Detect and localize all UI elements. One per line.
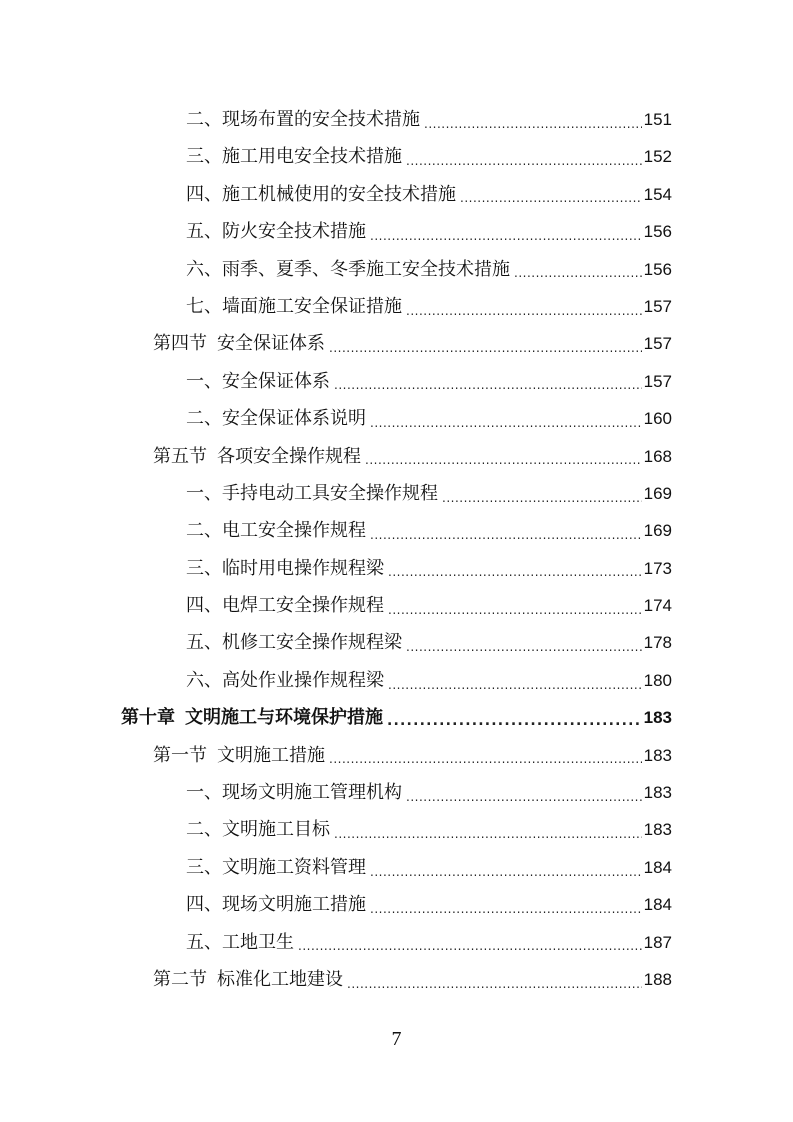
toc-entry[interactable]	[0, 101, 793, 138]
toc-entry-title: 安全保证体系说明	[222, 408, 366, 430]
toc-entry-page: 157	[643, 296, 672, 316]
toc-entry-page: 183	[643, 820, 672, 840]
toc-entry[interactable]	[0, 624, 793, 661]
dot-leader	[406, 155, 642, 167]
toc-entry-number: 第二节	[153, 968, 207, 990]
toc-entry-number: 五、	[186, 221, 222, 243]
toc-entry-label	[186, 849, 366, 886]
toc-entry-page: 183	[643, 708, 672, 728]
toc-entry[interactable]	[0, 924, 793, 961]
dot-leader	[298, 940, 642, 952]
toc-entry-page: 184	[643, 895, 672, 915]
toc-entry-number: 四、	[186, 595, 222, 617]
dot-leader	[406, 791, 642, 803]
toc-entry-page: 168	[643, 446, 672, 466]
toc-entry[interactable]	[0, 550, 793, 587]
toc-entry-page: 173	[643, 558, 672, 578]
toc-entry[interactable]	[0, 438, 793, 475]
toc-entry-label	[153, 961, 343, 998]
dot-leader	[370, 417, 642, 429]
toc-entry-page: 156	[643, 222, 672, 242]
toc-entry-label	[186, 774, 402, 811]
page-number: 7	[391, 1028, 402, 1050]
toc-entry-number: 一、	[186, 482, 222, 504]
toc-entry-label	[153, 325, 325, 362]
toc-entry-label	[186, 924, 294, 961]
toc-entry-number: 三、	[186, 557, 222, 579]
toc-entry-title: 文明施工与环境保护措施	[185, 707, 383, 729]
toc-entry[interactable]	[0, 213, 793, 250]
toc-entry-label	[186, 176, 456, 213]
dot-leader	[329, 753, 642, 765]
toc-entry-page: 169	[643, 521, 672, 541]
toc-entry-title: 施工用电安全技术措施	[222, 146, 402, 168]
dot-leader	[370, 903, 642, 915]
dot-leader	[370, 230, 642, 242]
dot-leader	[514, 267, 642, 279]
toc-entry-number: 三、	[186, 146, 222, 168]
toc-entry-title: 安全保证体系	[222, 370, 330, 392]
toc-entry-title: 墙面施工安全保证措施	[222, 295, 402, 317]
toc-entry-label	[186, 288, 402, 325]
dot-leader	[387, 714, 642, 728]
toc-entry-title: 安全保证体系	[217, 333, 325, 355]
toc-entry-label	[186, 363, 330, 400]
toc-entry-number: 四、	[186, 183, 222, 205]
toc-entry-title: 现场文明施工措施	[222, 894, 366, 916]
toc-entry[interactable]	[0, 400, 793, 437]
toc-entry-page: 187	[643, 932, 672, 952]
toc-entry-title: 手持电动工具安全操作规程	[222, 482, 438, 504]
toc-entry-label	[186, 811, 330, 848]
toc-entry-number: 七、	[186, 295, 222, 317]
toc-entry-title: 文明施工目标	[222, 819, 330, 841]
dot-leader	[365, 454, 642, 466]
table-of-contents	[0, 101, 793, 998]
toc-entry-page: 174	[643, 596, 672, 616]
dot-leader	[442, 492, 642, 504]
toc-entry-title: 防火安全技术措施	[222, 221, 366, 243]
toc-entry[interactable]	[0, 774, 793, 811]
toc-entry-page: 152	[643, 147, 672, 167]
toc-entry-number: 一、	[186, 370, 222, 392]
toc-entry-title: 各项安全操作规程	[217, 445, 361, 467]
toc-entry[interactable]	[0, 886, 793, 923]
toc-entry-number: 五、	[186, 632, 222, 654]
toc-entry-page: 184	[643, 857, 672, 877]
dot-leader	[329, 342, 642, 354]
toc-entry-number: 六、	[186, 258, 222, 280]
dot-leader	[334, 828, 642, 840]
toc-entry-page: 156	[643, 259, 672, 279]
toc-entry-number: 五、	[186, 931, 222, 953]
dot-leader	[334, 379, 642, 391]
toc-entry-page: 183	[643, 745, 672, 765]
toc-entry-title: 机修工安全操作规程梁	[222, 632, 402, 654]
toc-entry-label	[186, 400, 366, 437]
toc-entry-label	[186, 886, 366, 923]
toc-entry-label	[186, 550, 384, 587]
toc-entry-page: 160	[643, 409, 672, 429]
dot-leader	[388, 604, 642, 616]
toc-entry-page: 169	[643, 483, 672, 503]
dot-leader	[370, 529, 642, 541]
toc-entry-title: 工地卫生	[222, 931, 294, 953]
toc-entry-page: 157	[643, 371, 672, 391]
toc-entry-label	[186, 624, 402, 661]
toc-entry[interactable]	[0, 699, 793, 736]
toc-entry-title: 标准化工地建设	[217, 968, 343, 990]
dot-leader	[370, 866, 642, 878]
dot-leader	[406, 641, 642, 653]
toc-entry-number: 二、	[186, 520, 222, 542]
toc-entry-page: 178	[643, 633, 672, 653]
toc-entry-number: 二、	[186, 109, 222, 130]
toc-entry-number: 第十章	[121, 707, 175, 729]
toc-entry-label	[186, 512, 366, 549]
toc-entry[interactable]	[0, 138, 793, 175]
toc-entry-label	[153, 737, 325, 774]
toc-entry-label	[186, 101, 420, 138]
toc-entry[interactable]	[0, 737, 793, 774]
toc-entry-title: 雨季、夏季、冬季施工安全技术措施	[222, 258, 510, 280]
toc-entry-title: 现场布置的安全技术措施	[222, 109, 420, 130]
toc-entry-label	[186, 213, 366, 250]
toc-entry-title: 文明施工资料管理	[222, 856, 366, 878]
toc-entry-label	[186, 251, 510, 288]
toc-entry-title: 电焊工安全操作规程	[222, 595, 384, 617]
toc-entry[interactable]	[0, 325, 793, 362]
dot-leader	[388, 679, 642, 691]
toc-entry-label	[186, 662, 384, 699]
toc-entry-number: 三、	[186, 856, 222, 878]
toc-entry[interactable]	[0, 512, 793, 549]
toc-entry-label	[186, 138, 402, 175]
toc-entry[interactable]	[0, 849, 793, 886]
toc-entry-number: 第四节	[153, 333, 207, 355]
toc-entry[interactable]	[0, 475, 793, 512]
toc-entry-title: 施工机械使用的安全技术措施	[222, 183, 456, 205]
toc-entry-number: 二、	[186, 408, 222, 430]
toc-entry-number: 四、	[186, 894, 222, 916]
dot-leader	[460, 192, 642, 204]
toc-entry-title: 现场文明施工管理机构	[222, 782, 402, 804]
toc-entry-number: 一、	[186, 782, 222, 804]
dot-leader	[424, 118, 642, 130]
toc-entry-title: 电工安全操作规程	[222, 520, 366, 542]
toc-entry[interactable]	[0, 587, 793, 624]
toc-entry-number: 第五节	[153, 445, 207, 467]
toc-entry[interactable]	[0, 176, 793, 213]
toc-entry[interactable]	[0, 251, 793, 288]
toc-entry-page: 154	[643, 184, 672, 204]
toc-entry-page: 151	[643, 110, 672, 129]
toc-entry-number: 第一节	[153, 744, 207, 766]
toc-entry-page: 188	[643, 969, 672, 989]
toc-entry[interactable]	[0, 961, 793, 998]
toc-entry-title: 临时用电操作规程梁	[222, 557, 384, 579]
toc-entry-label	[153, 438, 361, 475]
dot-leader	[406, 305, 642, 317]
toc-entry[interactable]	[0, 363, 793, 400]
toc-entry[interactable]	[0, 662, 793, 699]
toc-entry-label	[186, 587, 384, 624]
toc-entry-title: 文明施工措施	[217, 744, 325, 766]
toc-entry-page: 183	[643, 783, 672, 803]
dot-leader	[347, 978, 642, 990]
toc-entry-page: 180	[643, 670, 672, 690]
toc-entry-title: 高处作业操作规程梁	[222, 669, 384, 691]
toc-entry-label	[121, 699, 383, 736]
toc-entry-number: 二、	[186, 819, 222, 841]
toc-entry[interactable]	[0, 811, 793, 848]
dot-leader	[388, 566, 642, 578]
toc-entry-page: 157	[643, 334, 672, 354]
toc-entry-number: 六、	[186, 669, 222, 691]
toc-entry[interactable]	[0, 288, 793, 325]
toc-entry-label	[186, 475, 438, 512]
